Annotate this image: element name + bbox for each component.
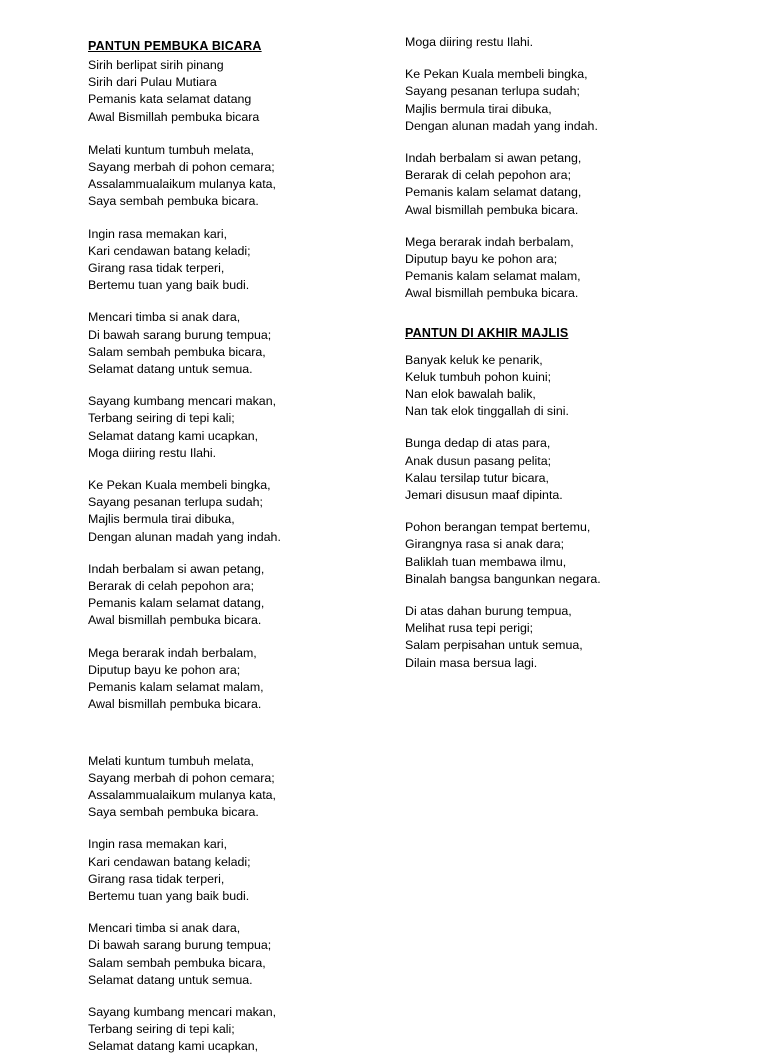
poem-line: Saya sembah pembuka bicara. xyxy=(88,805,259,820)
poem-line: Pohon berangan tempat bertemu, xyxy=(405,520,591,535)
poem-line: Sirih dari Pulau Mutiara xyxy=(88,75,217,90)
poem-line: Dengan alunan madah yang indah. xyxy=(88,529,281,544)
poem-line: Selamat datang kami ucapkan, xyxy=(88,1039,259,1054)
stanza xyxy=(405,435,690,504)
poem-line: Indah berbalam si awan petang, xyxy=(88,561,265,576)
poem-line: Mega berarak indah berbalam, xyxy=(405,234,574,249)
poem-line: Moga diiring restu Ilahi. xyxy=(88,445,217,460)
stanza xyxy=(88,226,360,295)
poem-line: Selamat datang untuk semua. xyxy=(88,362,253,377)
stanza xyxy=(88,309,360,378)
poem-line: Diputup bayu ke pohon ara; xyxy=(405,252,558,267)
poem-line: Awal bismillah pembuka bicara. xyxy=(405,286,579,301)
poem-line: Sayang kumbang mencari makan, xyxy=(88,1004,277,1019)
poem-line: Mencari timba si anak dara, xyxy=(88,310,241,325)
poem-line: Awal bismillah pembuka bicara. xyxy=(405,202,579,217)
poem-line: Mencari timba si anak dara, xyxy=(88,921,241,936)
poem-line: Salam sembah pembuka bicara, xyxy=(88,344,266,359)
poem-line: Awal bismillah pembuka bicara. xyxy=(88,613,262,628)
poem-line: Assalammualaikum mulanya kata, xyxy=(88,177,277,192)
poem-line: Sayang kumbang mencari makan, xyxy=(88,394,277,409)
poem-line: Kari cendawan batang keladi; xyxy=(88,243,251,258)
poem-line: Bertemu tuan yang baik budi. xyxy=(88,888,250,903)
stanza xyxy=(405,352,690,421)
poem-line: Selamat datang untuk semua. xyxy=(88,972,253,987)
stanza xyxy=(405,519,690,588)
stanza xyxy=(405,234,690,303)
poem-line: Salam sembah pembuka bicara, xyxy=(88,955,266,970)
poem-line: Pemanis kalam selamat datang, xyxy=(88,596,265,611)
poem-line: Bunga dedap di atas para, xyxy=(405,436,551,451)
poem-line: Awal bismillah pembuka bicara. xyxy=(88,697,262,712)
poem-line: Pemanis kalam selamat malam, xyxy=(88,680,264,695)
poem-line: Melati kuntum tumbuh melata, xyxy=(88,142,254,157)
poem-line: Majlis bermula tirai dibuka, xyxy=(405,101,552,116)
poem-line: Nan elok bawalah balik, xyxy=(405,387,536,402)
two-column-layout xyxy=(40,30,728,1056)
poem-line: Sayang pesanan terlupa sudah; xyxy=(88,495,263,510)
poem-line: Girangnya rasa si anak dara; xyxy=(405,537,565,552)
right-column xyxy=(360,30,690,672)
poem-line: Sayang pesanan terlupa sudah; xyxy=(405,84,580,99)
poem-line: Diputup bayu ke pohon ara; xyxy=(88,662,241,677)
poem-line: Dilain masa bersua lagi. xyxy=(405,655,538,670)
poem-line: Assalammualaikum mulanya kata, xyxy=(88,787,277,802)
right-column-heading: PANTUN DI AKHIR MAJLIS xyxy=(405,325,569,340)
poem-line: Dengan alunan madah yang indah. xyxy=(405,118,598,133)
poem-line: Pemanis kalam selamat datang, xyxy=(405,185,582,200)
left-column-heading: PANTUN PEMBUKA BICARA xyxy=(88,39,262,53)
poem-line: Di atas dahan burung tempua, xyxy=(405,604,572,619)
poem-line: Girang rasa tidak terperi, xyxy=(88,871,225,886)
section-gap xyxy=(88,729,360,753)
stanza xyxy=(405,66,690,135)
poem-line: Kalau tersilap tutur bicara, xyxy=(405,470,549,485)
poem-line: Girang rasa tidak terperi, xyxy=(88,261,225,276)
poem-line: Binalah bangsa bangunkan negara. xyxy=(405,571,601,586)
stanza xyxy=(88,836,360,905)
poem-line: Pemanis kata selamat datang xyxy=(88,92,252,107)
poem-line: Terbang seiring di tepi kali; xyxy=(88,411,235,426)
stanza xyxy=(88,753,360,822)
poem-line: Indah berbalam si awan petang, xyxy=(405,151,582,166)
poem-line: Baliklah tuan membawa ilmu, xyxy=(405,554,567,569)
poem-line: Mega berarak indah berbalam, xyxy=(88,645,257,660)
stanza xyxy=(88,645,360,714)
poem-line: Anak dusun pasang pelita; xyxy=(405,453,552,468)
poem-line: Di bawah sarang burung tempua; xyxy=(88,938,272,953)
stanza xyxy=(405,603,690,672)
poem-line: Ingin rasa memakan kari, xyxy=(88,226,228,241)
poem-line: Sayang merbah di pohon cemara; xyxy=(88,160,275,175)
left-column xyxy=(40,30,360,1056)
stanza xyxy=(88,561,360,630)
poem-line: Sirih berlipat sirih pinang xyxy=(88,58,224,72)
poem-line: Sayang merbah di pohon cemara; xyxy=(88,770,275,785)
poem-line: Keluk tumbuh pohon kuini; xyxy=(405,369,552,384)
stanza xyxy=(405,150,690,219)
poem-line: Ke Pekan Kuala membeli bingka, xyxy=(405,67,588,82)
stanza xyxy=(405,34,690,51)
poem-line: Terbang seiring di tepi kali; xyxy=(88,1022,235,1037)
stanza xyxy=(88,920,360,989)
poem-line: Awal Bismillah pembuka bicara xyxy=(88,109,260,124)
stanza xyxy=(88,142,360,211)
poem-line: Ke Pekan Kuala membeli bingka, xyxy=(88,478,271,493)
stanza xyxy=(88,477,360,546)
stanza xyxy=(88,393,360,462)
poem-line: Berarak di celah pepohon ara; xyxy=(405,168,572,183)
poem-line: Bertemu tuan yang baik budi. xyxy=(88,278,250,293)
poem-line: Saya sembah pembuka bicara. xyxy=(88,194,259,209)
poem-line: Nan tak elok tinggallah di sini. xyxy=(405,404,569,419)
poem-line: Melati kuntum tumbuh melata, xyxy=(88,753,254,768)
poem-line: Melihat rusa tepi perigi; xyxy=(405,621,534,636)
poem-line: Majlis bermula tirai dibuka, xyxy=(88,512,235,527)
poem-line: Moga diiring restu Ilahi. xyxy=(405,35,534,49)
stanza xyxy=(88,57,360,126)
poem-line: Banyak keluk ke penarik, xyxy=(405,352,543,367)
poem-line: Salam perpisahan untuk semua, xyxy=(405,638,583,653)
poem-line: Berarak di celah pepohon ara; xyxy=(88,579,255,594)
poem-line: Di bawah sarang burung tempua; xyxy=(88,327,272,342)
poem-line: Kari cendawan batang keladi; xyxy=(88,854,251,869)
stanza xyxy=(88,1004,360,1056)
poem-line: Ingin rasa memakan kari, xyxy=(88,837,228,852)
poem-line: Jemari disusun maaf dipinta. xyxy=(405,488,563,503)
poem-line: Selamat datang kami ucapkan, xyxy=(88,428,259,443)
poem-line: Pemanis kalam selamat malam, xyxy=(405,269,581,284)
